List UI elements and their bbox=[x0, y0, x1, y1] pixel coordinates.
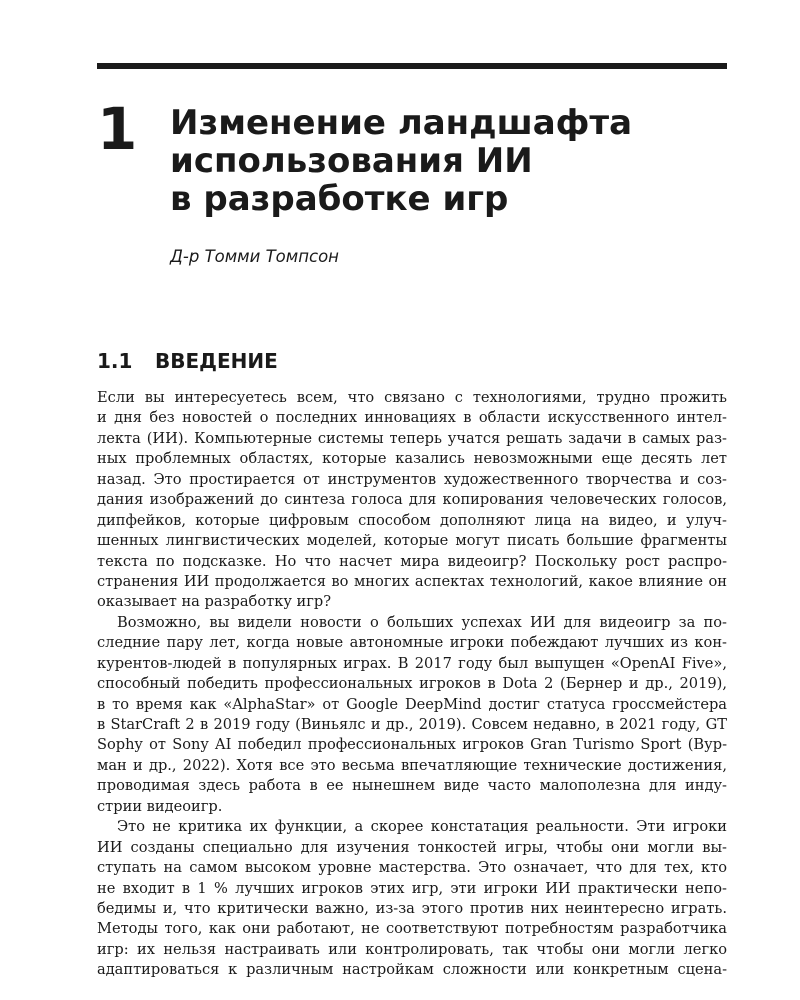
section-heading bbox=[97, 349, 278, 373]
text-line: назад. Это простирается от инструментов художественного творчества и соз- bbox=[97, 470, 727, 488]
text-line: курентов-людей в популярных играх. В 2017 году был выпущен «OpenAI Five», bbox=[97, 654, 727, 672]
text-line: способный победить профессиональных игроков в Dota 2 (Бернер и др., 2019), bbox=[97, 675, 727, 693]
text-line: шенных лингвистических моделей, которые могут писать большие фрагменты bbox=[97, 532, 727, 550]
text-line: странения ИИ продолжается во многих аспектах технологий, какое влияние он bbox=[97, 572, 727, 590]
text-line: ман и др., 2022). Хотя все это весьма впечатляющие технические достижения, bbox=[97, 756, 727, 774]
text-line: не входит в 1 % лучших игроков этих игр, эти игроки ИИ практически непо- bbox=[97, 879, 727, 897]
top-rule bbox=[97, 63, 727, 69]
text-line: бедимы и, что критически важно, из-за этого против них неинтересно играть. bbox=[97, 899, 727, 917]
chapter-title-line: использования ИИ bbox=[170, 141, 533, 181]
paragraph bbox=[97, 817, 727, 981]
text-line: Если вы интересуетесь всем, что связано с технологиями, трудно прожить bbox=[97, 389, 727, 406]
text-line: дипфейков, которые цифровым способом дополняют лица на видео, и улуч- bbox=[97, 511, 727, 529]
text-line: игр: их нельзя настраивать или контролировать, так чтобы они могли легко bbox=[97, 940, 727, 958]
text-line: ступать на самом высоком уровне мастерства. Это означает, что для тех, кто bbox=[97, 859, 727, 877]
chapter-author: Д-р Томми Томпсон bbox=[170, 247, 339, 266]
text-line: в StarCraft 2 в 2019 году (Виньялс и др., 2019). Совсем недавно, в 2021 году, GT bbox=[97, 716, 727, 733]
text-line: лекта (ИИ). Компьютерные системы теперь учатся решать задачи в самых раз- bbox=[97, 429, 727, 447]
text-line: ИИ созданы специально для изучения тонкостей игры, чтобы они могли вы- bbox=[97, 838, 727, 856]
text-line: текста по подсказке. Но что насчет мира видеоигр? Поскольку рост распро- bbox=[97, 552, 727, 570]
text-line: дания изображений до синтеза голоса для копирования человеческих голосов, bbox=[97, 491, 727, 509]
text-line: ных проблемных областях, которые казались невозможными еще десять лет bbox=[97, 450, 727, 468]
text-line: Sophy от Sony AI победил профессиональных игроков Gran Turismo Sport (Вур- bbox=[97, 736, 727, 754]
paragraph bbox=[97, 388, 727, 613]
text-line: Это не критика их функции, а скорее констатация реальности. Эти игроки bbox=[117, 818, 727, 836]
section-title: ВВЕДЕНИЕ bbox=[155, 349, 278, 373]
text-line: Методы того, как они работают, не соответствуют потребностям разработчика bbox=[97, 920, 727, 938]
chapter-title-line: Изменение ландшафта bbox=[170, 103, 633, 143]
paragraph bbox=[97, 613, 727, 817]
body-text bbox=[97, 388, 727, 981]
text-line: Возможно, вы видели новости о больших успехах ИИ для видеоигр за по- bbox=[117, 613, 727, 631]
text-line: в то время как «AlphaStar» от Google DeepMind достиг статуса гроссмейстера bbox=[97, 695, 727, 713]
text-line: адаптироваться к различным настройкам сложности или конкретным сцена- bbox=[97, 961, 727, 979]
chapter-title bbox=[170, 104, 710, 218]
chapter-number: 1 bbox=[97, 95, 138, 163]
text-line: оказывает на разработку игр? bbox=[97, 593, 332, 611]
section-number: 1.1 bbox=[97, 349, 133, 373]
text-line: следние пару лет, когда новые автономные игроки побеждают лучших из кон- bbox=[97, 634, 727, 652]
text-line: проводимая здесь работа в ее нынешнем виде часто малополезна для инду- bbox=[97, 777, 727, 795]
chapter-title-line: в разработке игр bbox=[170, 179, 509, 219]
text-line: и дня без новостей о последних инновациях в области искусственного интел- bbox=[97, 409, 727, 427]
text-line: стрии видеоигр. bbox=[97, 797, 223, 815]
